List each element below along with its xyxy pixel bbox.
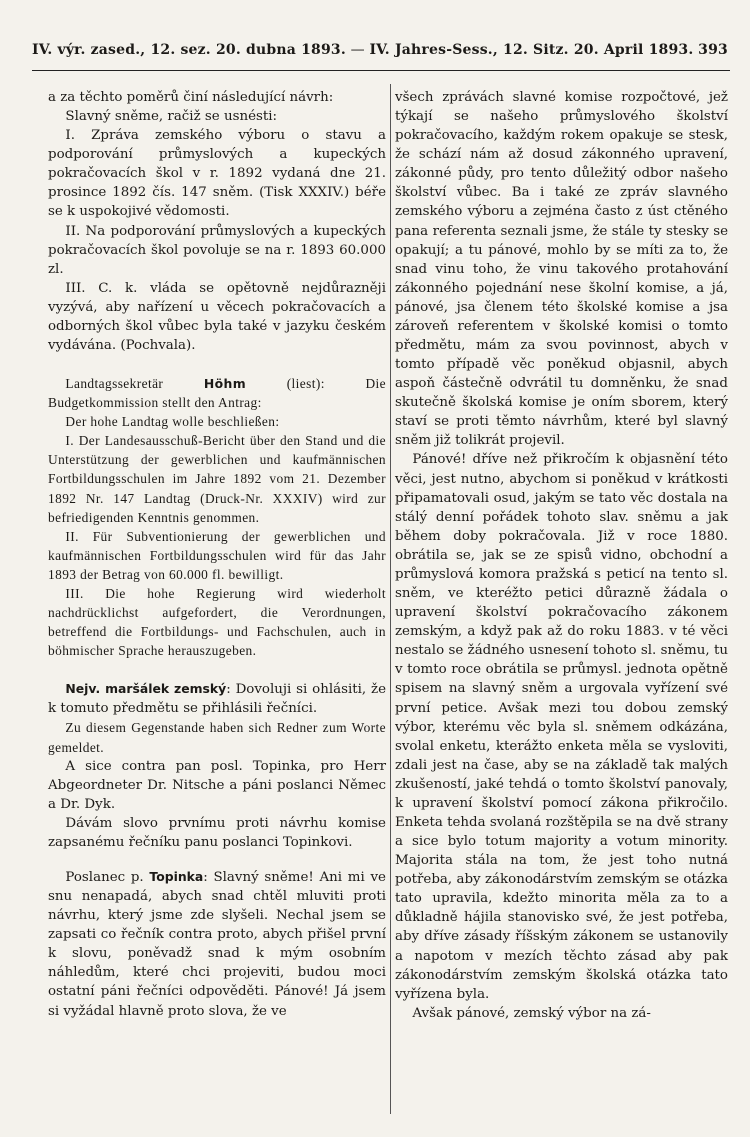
proposal-item-3: III. C. k. vláda se opětovně nejdůrazněji vyzývá, aby nařízení u věcech pokračovacích a odborných škol vůbec byla také v jazyku českém vydávána. (Pochvala). <box>48 280 386 354</box>
column-divider <box>390 84 391 1114</box>
header-german: IV. Jahres-Sess., 12. Sitz. 20. April 1893. <box>369 42 694 58</box>
german-item-1: I. Der Landesausschuß-Bericht über den Stand und die Unterstützung der gewerblichen und kaufmännischen Fortbildungsschulen im Jahre 1892 vom 21. Dezember 1892 Nr. 147 Landtag (Druck-Nr. XXXIV) wird zur befriedigenden Kenntnis genommen. <box>48 433 386 525</box>
floor-given: Dávám slovo prvnímu proti návrhu komise zapsanému řečníku panu poslanci Topinkovi. <box>48 815 386 850</box>
speaker-list: A sice contra pan posl. Topinka, pro Herr Abgeordneter Dr. Nitsche a páni poslanci Němec a Dr. Dyk. <box>48 758 386 812</box>
left-column <box>48 88 386 1021</box>
topinka-text: : Slavný sněme! Ani mi ve snu nenapadá, abych snad chtěl mluviti proti návrhu, který jsme zde slyšeli. Nechal jsem se zapsati co řečník contra proto, abych přišel první k slovu, poněvadž snad k mým osobním náhledům, které chci projeviti, budou moci ostatní páni řečníci odpověděti. Pánové! Já jsem si vyžádal hlavně proto slova, že ve <box>48 869 386 1019</box>
german-item-3: III. Die hohe Regierung wird wiederholt nachdrücklichst aufgefordert, die Verordnungen, betreffend die Fortbildungs- und Fachschulen, auch in böhmischer Sprache herauszugeben. <box>48 585 386 659</box>
german-address: Der hohe Landtag wolle beschließen: <box>65 414 280 430</box>
speech-last-line: Avšak pánové, zemský výbor na zá- <box>412 1005 651 1021</box>
header-czech: IV. výr. zased., 12. sez. 20. dubna 1893. <box>32 42 346 58</box>
marshal-german: Zu diesem Gegenstande haben sich Redner zum Worte gemeldet. <box>48 720 386 755</box>
right-column <box>395 88 728 1023</box>
german-secretary-paragraph <box>48 374 386 412</box>
marshal-announcement <box>48 679 386 718</box>
proposal-item-2: II. Na podporování průmyslových a kupeckých pokračovacích škol povoluje se na r. 1893 60.000 zl. <box>48 223 386 277</box>
proposal-address: Slavný sněme, račiž se usnésti: <box>65 109 278 125</box>
speaker-name-marshal: Nejv. maršálek zemský <box>65 681 227 697</box>
proposal-item-1: I. Zpráva zemského výboru o stavu a podporování průmyslových a kupeckých pokračovacích škol v r. 1892 vydaná dne 21. prosince 1892 čís. 147 sněm. (Tisk XXXIV.) béře se k uspokojivé vědomosti. <box>48 128 386 220</box>
marshal-text: : Dovoluji si ohlásiti, že k tomuto předmětu se přihlásili řečníci. <box>48 682 386 717</box>
speaker-name-topinka: Topinka <box>149 868 204 884</box>
running-header <box>32 42 728 58</box>
proposal-intro: a za těchto poměrů činí následující návrh: <box>48 90 334 105</box>
topinka-speech <box>48 867 386 1021</box>
speech-history: Pánové! dříve než přikročím k objasnění této věci, jest nutno, abychom si poněkud v krátkosti připamatovali osud, jakým se tato věc dostala na stálý denní pořádek tohoto slav. sněmu a jak během doby pokračovala. Již v roce 1880. obrátila se, jak se ze spisů vidno, obchodní a průmyslová komora pražská s peticí na tento sl. sněm, ve kteréžto petici důrazně žádala o upravení školství pokračovacího zákonem zemským, a když pak až do roku 1883. v té věci nestalo se žádného usnesení tohoto sl. sněmu, tu v tomto roce obrátila se průmysl. jednota opětně spisem na slavný sněm a urgovala vyřízení své první petice. Avšak mezi tou dobou zemský výbor, kterému věc byla sl. sněmem odkázána, svolal enketu, kterážto enketa měla se vysloviti, zdali jest na čase, aby se na základě tak malých zkušeností, jaké tehdá o tomto školství panovaly, k upravení školství pomocí zákona přikročilo. Enketa tehda svolaná rozštěpila se na dvě strany a sice bylo totum majority a votum minority. Majorita stála na tom, že jest toho nutná potřeba, aby zákonodárstvím zemským se otázka tato upravila, kdežto minorita měla za to a důkladně hájila stanovisko své, že jest potřeba, aby dříve zásady říšským zákonem se ustanovily a napotom v mezích těchto zásad aby pak zákonodárstvím zemským školská otázka tato vyřízena byla. <box>395 452 728 1002</box>
header-rule <box>32 70 730 71</box>
speaker-prefix: Poslanec p. <box>65 869 144 885</box>
secretary-text: (liest): Die Budgetkommission stellt den Antrag: <box>48 376 386 411</box>
german-item-2: II. Für Subventionierung der gewerblichen und kaufmännischen Fortbildungsschulen wird für das Jahr 1893 der Betrag von 60.000 fl. bewilligt. <box>48 528 386 582</box>
page-number: 393 <box>698 42 728 58</box>
speech-continuation: všech zprávách slavné komise rozpočtové, jež týkají se našeho průmyslového školství pokračovacího, každým rokem opakuje se stesk, že schází nám až dosud zákonného upravení, zákonné půdy, pro tento důležitý odbor našeho školství vůbec. Ba i také ze zpráv slavného zemského výboru a zejména často z úst ctěného pana referenta seznali jsme, že stále ty stesky se opakují; a tu pánové, mohlo by se míti za to, že snad vinu toho, že vinu takového protahování zákonného pojednání nese školní komise, a já, pánové, jsa členem této školské komise a jsa zároveň referentem v školské komisi o tomto předmětu, mám za svou povinnost, abych v tomto případě věc poněkud objasnil, abych aspoň částečně odvrátil tu domněnku, že snad skutečně školská komise je oním sborem, který staví se proti těmto návrhům, které byl slavný sněm již tolikrát projevil. <box>395 90 728 449</box>
speaker-name-hoehm: Höhm <box>203 376 247 392</box>
header-dash: — <box>350 42 365 58</box>
secretary-title: Landtagssekretär <box>65 376 164 392</box>
